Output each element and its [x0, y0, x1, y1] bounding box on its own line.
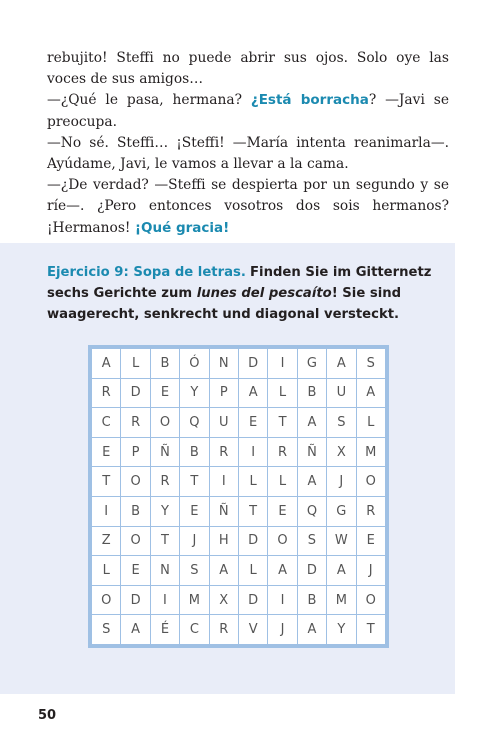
story-line-3	[47, 133, 449, 175]
grid-cell[interactable]: A	[209, 556, 238, 586]
grid-cell[interactable]: G	[327, 496, 356, 526]
grid-row	[92, 349, 386, 379]
grid-cell[interactable]: A	[297, 467, 326, 497]
grid-cell[interactable]: J	[180, 526, 209, 556]
story-line-2-post: ? —Javi se preocupa.	[47, 92, 449, 130]
grid-cell[interactable]: C	[180, 615, 209, 645]
grid-cell[interactable]: H	[209, 526, 238, 556]
grid-cell[interactable]: A	[238, 378, 267, 408]
grid-cell[interactable]: M	[356, 437, 385, 467]
grid-cell[interactable]: Z	[92, 526, 121, 556]
grid-cell[interactable]: Ó	[180, 349, 209, 379]
grid-cell[interactable]: T	[92, 467, 121, 497]
grid-cell[interactable]: C	[92, 408, 121, 438]
grid-cell[interactable]: J	[327, 467, 356, 497]
grid-cell[interactable]: L	[238, 467, 267, 497]
story-line-1-text: rebujito! Steffi no puede abrir sus ojos. Solo oye las voces de sus amigos…	[47, 50, 449, 88]
grid-cell[interactable]: P	[209, 378, 238, 408]
grid-cell[interactable]: Ñ	[150, 437, 179, 467]
highlighted-phrase: ¡Qué gracia!	[134, 219, 230, 236]
word-search-grid	[88, 345, 389, 648]
grid-cell[interactable]: O	[150, 408, 179, 438]
grid-cell[interactable]: L	[92, 556, 121, 586]
grid-row	[92, 526, 386, 556]
grid-row	[92, 378, 386, 408]
grid-cell[interactable]: T	[180, 467, 209, 497]
grid-cell[interactable]: E	[121, 556, 150, 586]
grid-cell[interactable]: T	[268, 408, 297, 438]
grid-cell[interactable]: E	[238, 408, 267, 438]
grid-cell[interactable]: A	[121, 615, 150, 645]
grid-cell[interactable]: Q	[180, 408, 209, 438]
instruction-text-end: ! Sie sind waagerecht, senkrecht und diagonal versteckt.	[47, 286, 402, 322]
grid-cell[interactable]: N	[150, 556, 179, 586]
story-line-4	[47, 175, 449, 239]
grid-cell[interactable]: R	[209, 437, 238, 467]
grid-cell[interactable]: O	[92, 585, 121, 615]
grid-cell[interactable]: Ñ	[209, 496, 238, 526]
grid-cell[interactable]: O	[268, 526, 297, 556]
grid-cell[interactable]: B	[180, 437, 209, 467]
grid-cell[interactable]: L	[268, 378, 297, 408]
grid-cell[interactable]: X	[327, 437, 356, 467]
grid-cell[interactable]: I	[92, 496, 121, 526]
grid-cell[interactable]: T	[150, 526, 179, 556]
grid-cell[interactable]: D	[238, 526, 267, 556]
grid-cell[interactable]: A	[92, 349, 121, 379]
grid-cell[interactable]: A	[327, 349, 356, 379]
grid-cell[interactable]: I	[238, 437, 267, 467]
instruction-italic: lunes del pescaíto	[196, 286, 332, 301]
grid-cell[interactable]: J	[268, 615, 297, 645]
grid-row	[92, 496, 386, 526]
grid-cell[interactable]: T	[356, 615, 385, 645]
grid-cell[interactable]: U	[209, 408, 238, 438]
grid-cell[interactable]: M	[180, 585, 209, 615]
grid-cell[interactable]: P	[121, 437, 150, 467]
grid-cell[interactable]: Y	[150, 496, 179, 526]
grid-cell[interactable]: S	[92, 615, 121, 645]
grid-cell[interactable]: E	[92, 437, 121, 467]
grid-cell[interactable]: D	[238, 349, 267, 379]
grid-cell[interactable]: B	[150, 349, 179, 379]
grid-cell[interactable]: É	[150, 615, 179, 645]
page-number: 50	[38, 708, 57, 723]
story-text	[47, 48, 449, 239]
grid-cell[interactable]: R	[268, 437, 297, 467]
grid-cell[interactable]: R	[92, 378, 121, 408]
grid-cell[interactable]: O	[121, 467, 150, 497]
grid-cell[interactable]: T	[238, 496, 267, 526]
grid-cell[interactable]: O	[121, 526, 150, 556]
instruction-text: Finden Sie im Gitternetz sechs Gerichte zum	[47, 265, 432, 301]
grid-cell[interactable]: I	[150, 585, 179, 615]
grid-row	[92, 437, 386, 467]
grid-cell[interactable]: Y	[180, 378, 209, 408]
grid-cell[interactable]: S	[180, 556, 209, 586]
grid-cell[interactable]: B	[297, 585, 326, 615]
grid-cell[interactable]: R	[121, 408, 150, 438]
grid-cell[interactable]: B	[297, 378, 326, 408]
grid-cell[interactable]: D	[238, 585, 267, 615]
grid-cell[interactable]: S	[297, 526, 326, 556]
grid-cell[interactable]: Y	[327, 615, 356, 645]
word-search-table	[91, 348, 386, 645]
grid-cell[interactable]: Ñ	[297, 437, 326, 467]
grid-cell[interactable]: E	[150, 378, 179, 408]
grid-cell[interactable]: S	[356, 349, 385, 379]
grid-cell[interactable]: A	[327, 556, 356, 586]
grid-cell[interactable]: I	[209, 467, 238, 497]
grid-cell[interactable]: A	[297, 615, 326, 645]
grid-row	[92, 467, 386, 497]
grid-cell[interactable]: G	[297, 349, 326, 379]
grid-cell[interactable]: E	[180, 496, 209, 526]
grid-cell[interactable]: O	[356, 467, 385, 497]
highlighted-phrase: ¿Está borracha	[250, 92, 369, 109]
story-line-1	[47, 48, 449, 90]
grid-cell[interactable]: D	[121, 378, 150, 408]
story-line-4-pre: —¿De verdad? —Steffi se despierta por un segundo y se ríe—. ¿Pero entonces vosotros dos sois hermanos? ¡Hermanos!	[47, 177, 449, 236]
grid-row	[92, 615, 386, 645]
grid-cell[interactable]: D	[297, 556, 326, 586]
grid-cell[interactable]: R	[150, 467, 179, 497]
exercise-instruction	[47, 262, 442, 325]
grid-cell[interactable]: R	[209, 615, 238, 645]
grid-cell[interactable]: O	[356, 585, 385, 615]
grid-cell[interactable]: D	[121, 585, 150, 615]
grid-cell[interactable]: Q	[297, 496, 326, 526]
story-line-2	[47, 90, 449, 132]
grid-row	[92, 408, 386, 438]
grid-row	[92, 585, 386, 615]
story-line-2-pre: —¿Qué le pasa, hermana?	[47, 92, 251, 109]
grid-cell[interactable]: L	[121, 349, 150, 379]
story-line-3-text: —No sé. Steffi… ¡Steffi! —María intenta reanimarla—. Ayúdame, Javi, le vamos a llevar a la cama.	[47, 134, 449, 173]
grid-cell[interactable]: L	[238, 556, 267, 586]
grid-cell[interactable]: S	[327, 408, 356, 438]
grid-cell[interactable]: U	[327, 378, 356, 408]
grid-cell[interactable]: A	[268, 556, 297, 586]
grid-cell[interactable]: I	[268, 585, 297, 615]
grid-cell[interactable]: B	[121, 496, 150, 526]
grid-cell[interactable]: A	[297, 408, 326, 438]
grid-cell[interactable]: A	[356, 378, 385, 408]
grid-cell[interactable]: M	[327, 585, 356, 615]
grid-cell[interactable]: J	[356, 556, 385, 586]
grid-cell[interactable]: R	[356, 496, 385, 526]
grid-cell[interactable]: N	[209, 349, 238, 379]
grid-cell[interactable]: E	[268, 496, 297, 526]
grid-cell[interactable]: E	[356, 526, 385, 556]
grid-cell[interactable]: L	[356, 408, 385, 438]
grid-cell[interactable]: X	[209, 585, 238, 615]
grid-cell[interactable]: I	[268, 349, 297, 379]
grid-cell[interactable]: V	[238, 615, 267, 645]
exercise-title: Ejercicio 9: Sopa de letras.	[47, 265, 246, 280]
grid-cell[interactable]: W	[327, 526, 356, 556]
grid-cell[interactable]: L	[268, 467, 297, 497]
grid-row	[92, 556, 386, 586]
